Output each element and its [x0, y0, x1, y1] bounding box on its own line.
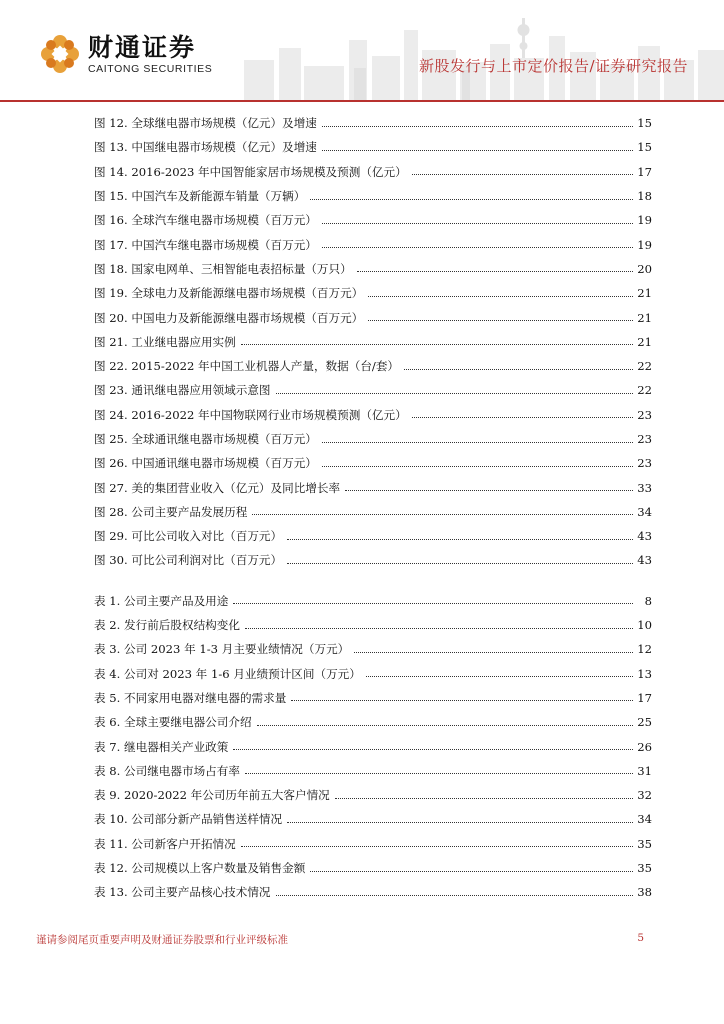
- toc-figure-entry[interactable]: [94, 403, 652, 427]
- toc-table-entry-page: 31: [637, 763, 652, 778]
- page-number: 5: [637, 932, 644, 944]
- dot-leader: [233, 749, 633, 750]
- toc-table-entry-label: 表 5. 不同家用电器对继电器的需求量: [94, 690, 287, 705]
- toc-table-entry-page: 25: [637, 715, 652, 730]
- toc-figure-entry-page: 18: [637, 189, 652, 204]
- toc-table-entry[interactable]: [94, 807, 652, 831]
- toc-figure-entry-page: 23: [637, 456, 652, 471]
- dot-leader: [368, 320, 633, 321]
- toc-figure-entry-page: 19: [637, 237, 652, 252]
- toc-table-entry-page: 12: [637, 642, 652, 657]
- brand-name-en: CAITONG SECURITIES: [88, 63, 213, 75]
- toc-figure-entry[interactable]: [94, 451, 652, 475]
- toc-table-entry-label: 表 1. 公司主要产品及用途: [94, 593, 229, 608]
- toc-figure-entry[interactable]: [94, 111, 652, 135]
- toc-figure-entry[interactable]: [94, 354, 652, 378]
- dot-leader: [412, 174, 633, 175]
- report-type-title: 新股发行与上市定价报告/证券研究报告: [418, 57, 688, 75]
- toc-table-entry[interactable]: [94, 880, 652, 904]
- toc-table-entry[interactable]: [94, 686, 652, 710]
- toc-figure-entry[interactable]: [94, 427, 652, 451]
- figure-list: [94, 111, 652, 573]
- toc-figure-entry[interactable]: [94, 184, 652, 208]
- toc-table-entry-page: 10: [637, 618, 652, 633]
- dot-leader: [245, 628, 633, 629]
- toc-table-entry[interactable]: [94, 759, 652, 783]
- dot-leader: [241, 344, 633, 345]
- dot-leader: [357, 271, 633, 272]
- dot-leader: [322, 150, 633, 151]
- toc-figure-entry-page: 34: [637, 504, 652, 519]
- toc-figure-entry[interactable]: [94, 475, 652, 499]
- toc-figure-entry-label: 图 15. 中国汽车及新能源车销量（万辆）: [94, 189, 306, 204]
- toc-table-entry[interactable]: [94, 589, 652, 613]
- dot-leader: [276, 393, 633, 394]
- toc-figure-entry-label: 图 18. 国家电网单、三相智能电表招标量（万只）: [94, 261, 352, 276]
- toc-figure-entry-label: 图 12. 全球继电器市场规模（亿元）及增速: [94, 116, 317, 131]
- toc-table-entry-label: 表 9. 2020-2022 年公司历年前五大客户情况: [94, 788, 330, 803]
- toc-table-entry-page: 35: [637, 836, 652, 851]
- dot-leader: [322, 223, 633, 224]
- toc-table-entry-label: 表 8. 公司继电器市场占有率: [94, 763, 240, 778]
- toc-figure-entry-label: 图 27. 美的集团营业收入（亿元）及同比增长率: [94, 480, 341, 495]
- dot-leader: [245, 773, 633, 774]
- dot-leader: [257, 725, 633, 726]
- toc-figure-entry[interactable]: [94, 548, 652, 572]
- toc-figure-entry[interactable]: [94, 500, 652, 524]
- toc-figure-entry-label: 图 26. 中国通讯继电器市场规模（百万元）: [94, 456, 317, 471]
- dot-leader: [241, 846, 633, 847]
- dot-leader: [287, 822, 633, 823]
- toc-table-entry-label: 表 3. 公司 2023 年 1-3 月主要业绩情况（万元）: [94, 642, 350, 657]
- toc-table-entry[interactable]: [94, 832, 652, 856]
- table-of-contents: [94, 111, 652, 905]
- dot-leader: [276, 895, 633, 896]
- dot-leader: [287, 563, 633, 564]
- toc-figure-entry-page: 22: [637, 359, 652, 374]
- toc-figure-entry-label: 图 24. 2016-2022 年中国物联网行业市场规模预测（亿元）: [94, 407, 407, 422]
- toc-table-entry[interactable]: [94, 637, 652, 661]
- toc-figure-entry-label: 图 19. 全球电力及新能源继电器市场规模（百万元）: [94, 286, 364, 301]
- toc-figure-entry-page: 43: [637, 529, 652, 544]
- toc-figure-entry-label: 图 21. 工业继电器应用实例: [94, 334, 236, 349]
- toc-figure-entry[interactable]: [94, 257, 652, 281]
- toc-table-entry-label: 表 13. 公司主要产品核心技术情况: [94, 885, 271, 900]
- toc-figure-entry-page: 19: [637, 213, 652, 228]
- dot-leader: [335, 798, 633, 799]
- table-list: [94, 589, 652, 905]
- toc-table-entry-page: 38: [637, 885, 652, 900]
- dot-leader: [322, 126, 633, 127]
- toc-table-entry-label: 表 10. 公司部分新产品销售送样情况: [94, 812, 283, 827]
- toc-table-entry-label: 表 4. 公司对 2023 年 1-6 月业绩预计区间（万元）: [94, 666, 361, 681]
- dot-leader: [345, 490, 633, 491]
- toc-table-entry[interactable]: [94, 710, 652, 734]
- toc-figure-entry-label: 图 17. 中国汽车继电器市场规模（百万元）: [94, 237, 317, 252]
- toc-table-entry-label: 表 2. 发行前后股权结构变化: [94, 618, 240, 633]
- toc-figure-entry-page: 15: [637, 116, 652, 131]
- toc-table-entry[interactable]: [94, 662, 652, 686]
- toc-table-entry-page: 8: [644, 593, 652, 608]
- toc-figure-entry[interactable]: [94, 135, 652, 159]
- toc-table-entry-page: 32: [637, 788, 652, 803]
- toc-figure-entry-page: 17: [637, 164, 652, 179]
- dot-leader: [366, 676, 633, 677]
- header-divider: [0, 100, 724, 102]
- toc-figure-entry-page: 43: [637, 553, 652, 568]
- dot-leader: [310, 871, 633, 872]
- city-skyline-watermark: [204, 0, 724, 100]
- brand-name-cn: 财通证券: [88, 33, 197, 62]
- toc-table-entry[interactable]: [94, 783, 652, 807]
- dot-leader: [368, 296, 633, 297]
- dot-leader: [287, 539, 633, 540]
- toc-table-entry-page: 34: [637, 812, 652, 827]
- toc-table-entry[interactable]: [94, 856, 652, 880]
- toc-table-entry-label: 表 7. 继电器相关产业政策: [94, 739, 229, 754]
- toc-table-entry-page: 35: [637, 861, 652, 876]
- toc-figure-entry-page: 21: [637, 334, 652, 349]
- toc-figure-entry-label: 图 29. 可比公司收入对比（百万元）: [94, 529, 283, 544]
- toc-figure-entry[interactable]: [94, 305, 652, 329]
- toc-figure-entry[interactable]: [94, 208, 652, 232]
- dot-leader: [322, 442, 633, 443]
- toc-figure-entry-label: 图 28. 公司主要产品发展历程: [94, 504, 248, 519]
- toc-figure-entry-page: 21: [637, 310, 652, 325]
- toc-figure-entry-label: 图 23. 通讯继电器应用领域示意图: [94, 383, 271, 398]
- toc-figure-entry[interactable]: [94, 378, 652, 402]
- toc-table-entry-label: 表 12. 公司规模以上客户数量及销售金额: [94, 861, 306, 876]
- dot-leader: [354, 652, 633, 653]
- toc-figure-entry-page: 23: [637, 407, 652, 422]
- toc-figure-entry-page: 15: [637, 140, 652, 155]
- toc-figure-entry-page: 22: [637, 383, 652, 398]
- section-gap: [94, 573, 652, 589]
- toc-figure-entry[interactable]: [94, 160, 652, 184]
- toc-figure-entry-page: 23: [637, 432, 652, 446]
- toc-figure-entry-page: 33: [637, 480, 652, 495]
- dot-leader: [322, 466, 633, 467]
- toc-figure-entry-page: 21: [637, 286, 652, 301]
- toc-figure-entry[interactable]: [94, 330, 652, 354]
- dot-leader: [310, 199, 633, 200]
- toc-table-entry-page: 26: [637, 739, 652, 754]
- toc-table-entry[interactable]: [94, 734, 652, 758]
- toc-figure-entry-label: 图 22. 2015-2022 年中国工业机器人产量，数据（台/套）: [94, 359, 400, 374]
- toc-figure-entry-label: 图 13. 中国继电器市场规模（亿元）及增速: [94, 140, 317, 155]
- footer-disclaimer: 谨请参阅尾页重要声明及财通证券股票和行业评级标准: [36, 934, 288, 946]
- toc-figure-entry-label: 图 30. 可比公司利润对比（百万元）: [94, 553, 283, 568]
- dot-leader: [252, 514, 633, 515]
- dot-leader: [404, 369, 633, 370]
- coin-flower-icon: [40, 34, 80, 74]
- toc-figure-entry[interactable]: [94, 524, 652, 548]
- toc-figure-entry-label: 图 14. 2016-2023 年中国智能家居市场规模及预测（亿元）: [94, 164, 407, 179]
- toc-table-entry[interactable]: [94, 613, 652, 637]
- toc-figure-entry-label: 图 25. 全球通讯继电器市场规模（百万元）: [94, 432, 317, 446]
- toc-figure-entry[interactable]: [94, 232, 652, 256]
- toc-table-entry-label: 表 6. 全球主要继电器公司介绍: [94, 715, 252, 730]
- toc-table-entry-page: 17: [637, 690, 652, 705]
- toc-table-entry-label: 表 11. 公司新客户开拓情况: [94, 836, 236, 851]
- toc-figure-entry-label: 图 16. 全球汽车继电器市场规模（百万元）: [94, 213, 317, 228]
- dot-leader: [322, 247, 633, 248]
- dot-leader: [233, 603, 633, 604]
- toc-figure-entry[interactable]: [94, 281, 652, 305]
- dot-leader: [412, 417, 633, 418]
- page-header: [0, 0, 724, 106]
- toc-figure-entry-label: 图 20. 中国电力及新能源继电器市场规模（百万元）: [94, 310, 364, 325]
- dot-leader: [291, 700, 633, 701]
- toc-table-entry-page: 13: [637, 666, 652, 681]
- toc-figure-entry-page: 20: [637, 261, 652, 276]
